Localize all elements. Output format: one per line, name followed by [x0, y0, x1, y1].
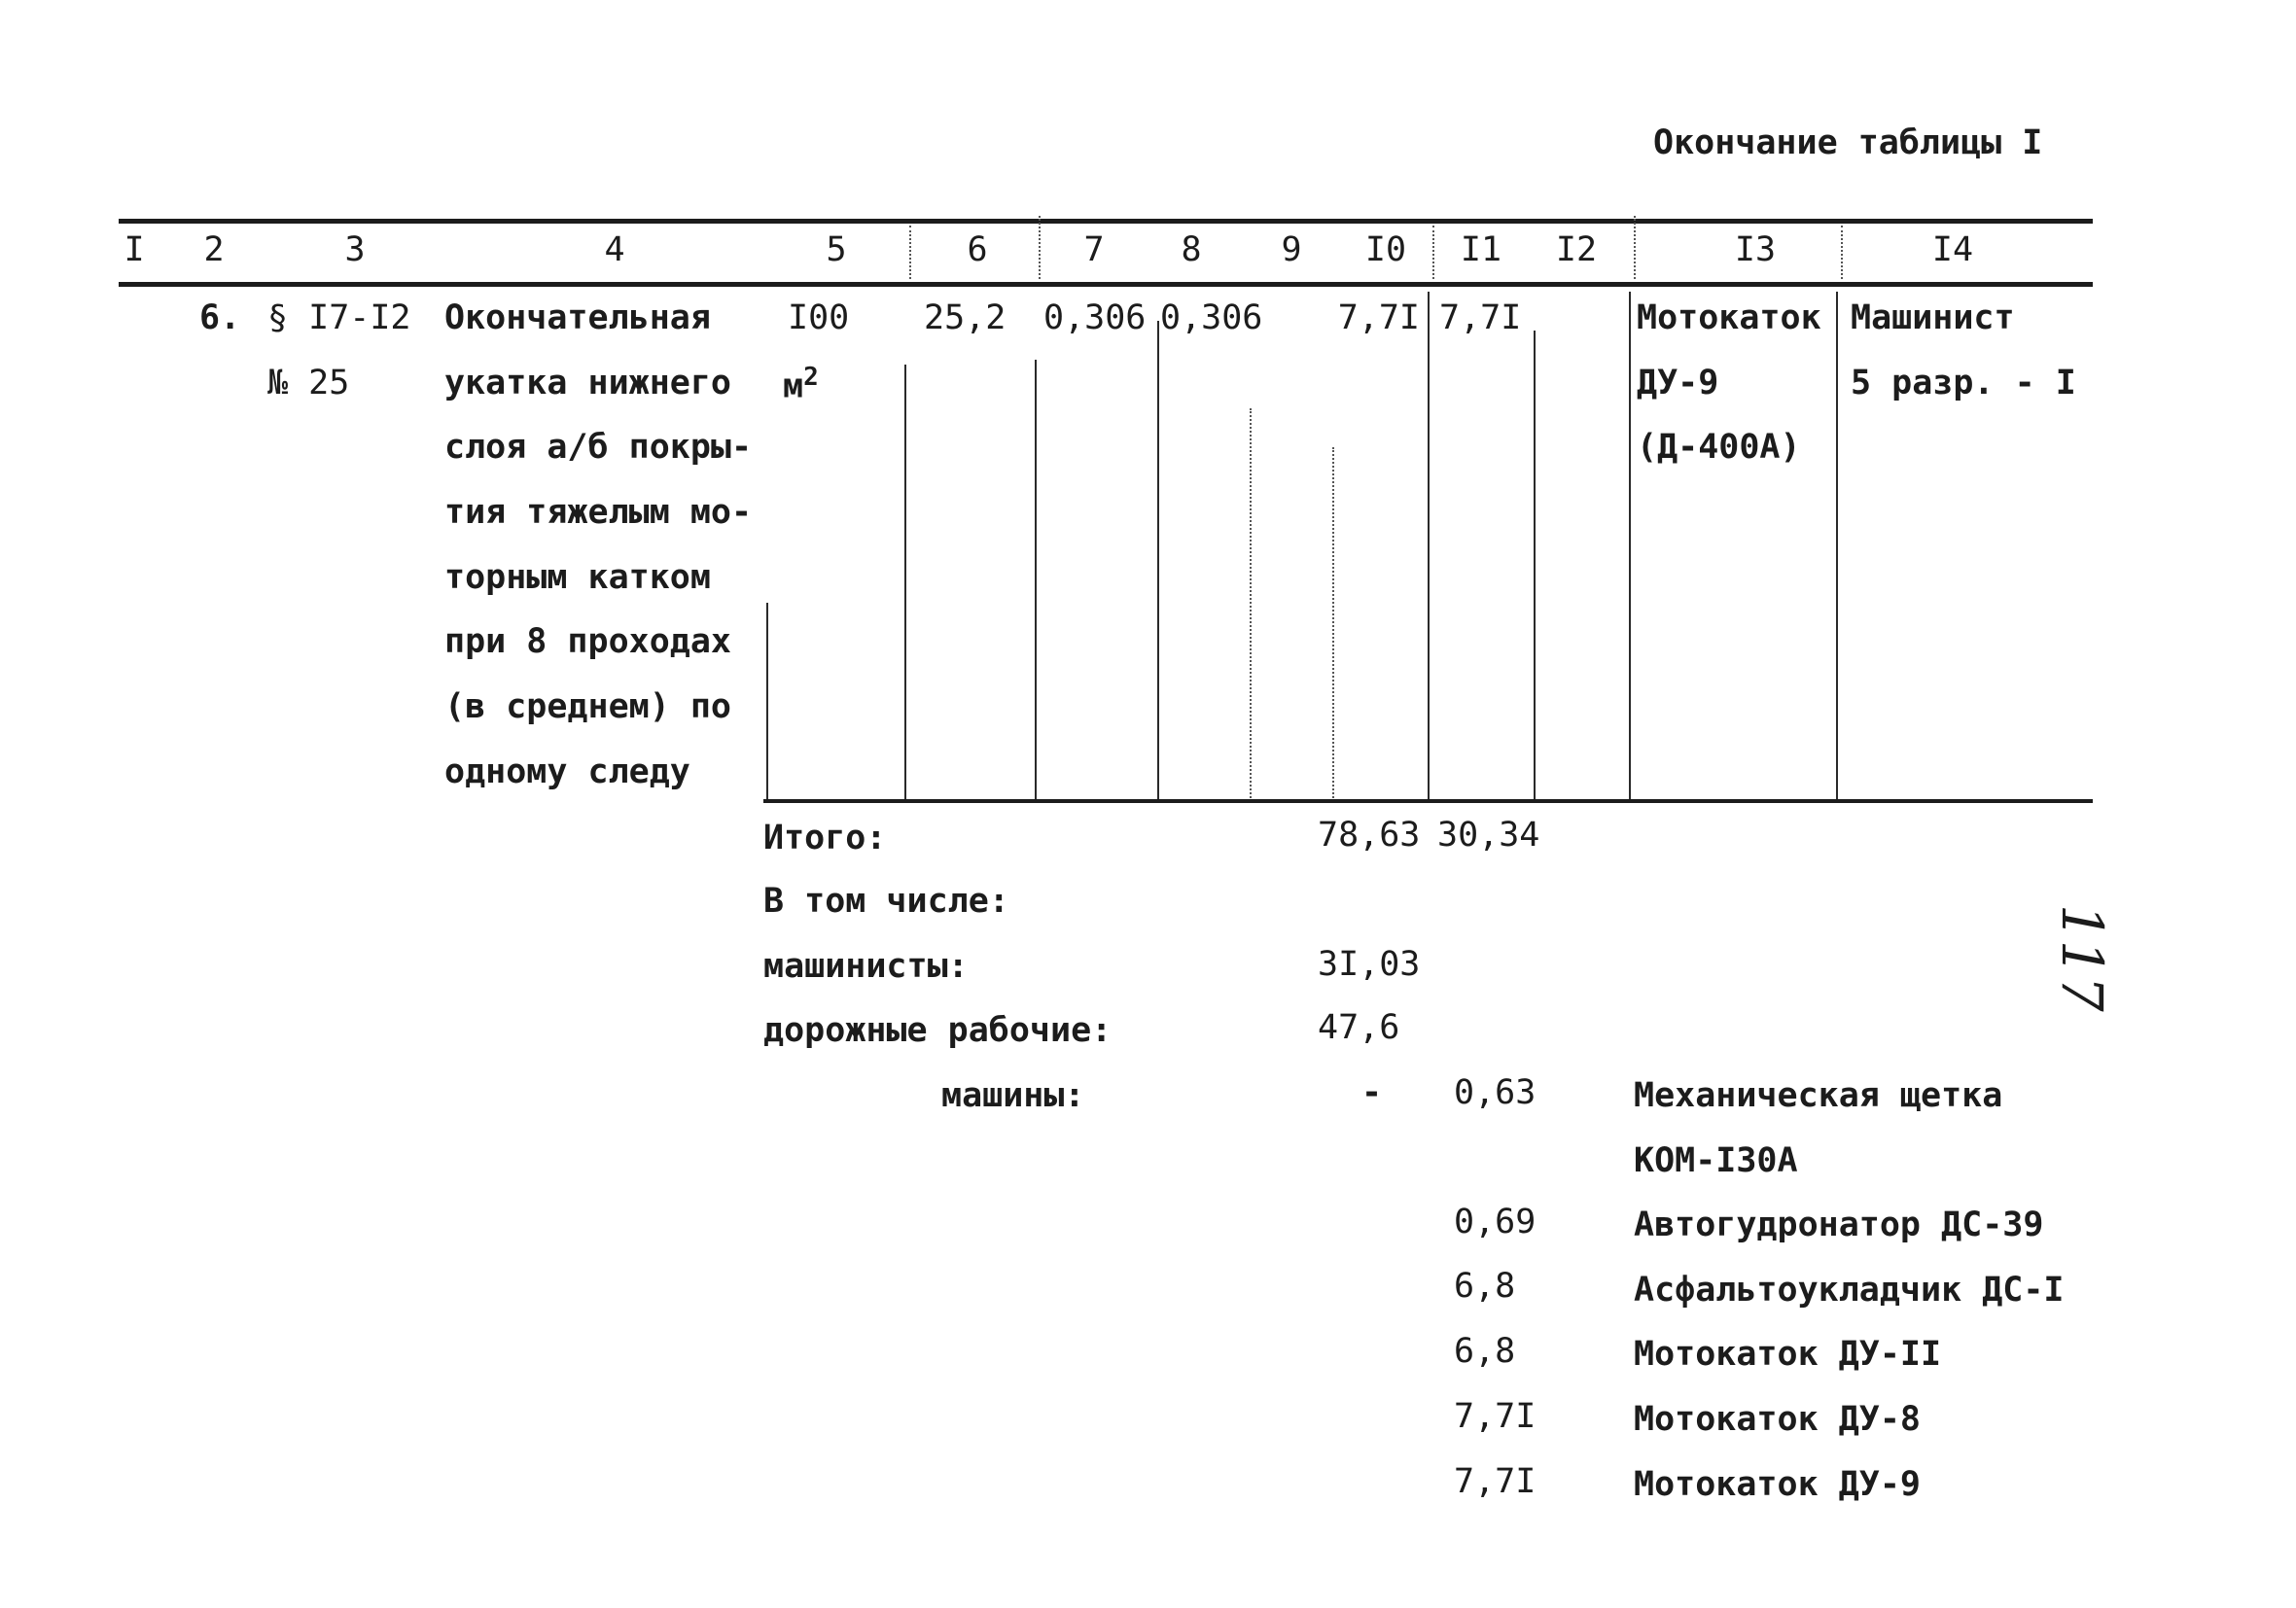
column-divider: [1035, 360, 1037, 802]
header-col-5: 5: [826, 230, 847, 269]
row-number: 6.: [199, 298, 241, 337]
machine-hours: 7,7I: [1454, 1462, 1537, 1501]
table-caption: Окончание таблицы I: [1653, 123, 2043, 162]
header-col-10: I0: [1364, 230, 1407, 269]
row-description-line: при 8 проходах: [444, 622, 732, 661]
machine-hours: 6,8: [1454, 1267, 1516, 1306]
worker-line: Машинист: [1851, 298, 2015, 337]
header-col-12: I2: [1555, 230, 1598, 269]
row-description-line: слоя а/б покры-: [444, 428, 753, 467]
column-divider: [766, 603, 768, 802]
header-col-3: 3: [344, 230, 366, 269]
column-divider: [904, 365, 906, 802]
row-description-line: одному следу: [444, 752, 690, 791]
unit-superscript: 2: [803, 363, 819, 392]
col11-value: 7,7I: [1439, 298, 1522, 337]
header-divider: [1039, 216, 1041, 279]
header-divider: [909, 226, 911, 279]
col10-value: 7,7I: [1337, 298, 1420, 337]
machine-hours: 0,63: [1454, 1073, 1537, 1112]
machine-line: ДУ-9: [1637, 364, 1719, 402]
machine-name: КОМ-I30А: [1634, 1141, 1798, 1180]
including-label: В том числе:: [763, 882, 1009, 921]
worker-line: 5 разр. - I: [1851, 364, 2076, 402]
machine-line: (Д-400А): [1637, 428, 1801, 467]
unit-base: м: [783, 367, 804, 406]
machine-name: Механическая щетка: [1634, 1076, 2003, 1115]
header-col-9: 9: [1281, 230, 1302, 269]
drivers-value: 3I,03: [1318, 945, 1421, 984]
total-col10: 78,63: [1318, 816, 1421, 855]
header-divider: [1634, 216, 1636, 279]
row-description-line: торным катком: [444, 558, 711, 597]
header-col-4: 4: [604, 230, 625, 269]
machine-line: Мотокаток: [1637, 298, 1821, 337]
machine-name: Автогудронатор ДС-39: [1634, 1206, 2044, 1244]
row-description-line: (в среднем) по: [444, 687, 732, 726]
row-description-line: Окончательная: [444, 298, 711, 337]
machine-name: Мотокаток ДУ-9: [1634, 1465, 1922, 1504]
header-col-13: I3: [1734, 230, 1777, 269]
unit-value: I00: [788, 298, 850, 337]
machine-name: Мотокаток ДУ-II: [1634, 1335, 1942, 1374]
total-col11: 30,34: [1437, 816, 1540, 855]
machine-hours: 0,69: [1454, 1203, 1537, 1241]
column-divider: [1157, 321, 1159, 802]
page-number: 117: [2049, 904, 2115, 1012]
unit-label: [783, 365, 819, 404]
row-description-line: тия тяжелым мо-: [444, 493, 753, 532]
column-divider: [1629, 292, 1631, 802]
col6-value: 25,2: [924, 298, 1007, 337]
machine-name: Асфальтоукладчик ДС-I: [1634, 1271, 2065, 1310]
col7-value: 0,306: [1043, 298, 1147, 337]
machine-hours: 6,8: [1454, 1332, 1516, 1371]
column-divider: [1836, 292, 1838, 802]
header-divider: [1841, 226, 1843, 279]
header-col-8: 8: [1181, 230, 1202, 269]
column-divider: [1332, 447, 1334, 802]
header-col-6: 6: [967, 230, 988, 269]
body-bottom-rule: [763, 799, 2093, 803]
header-col-2: 2: [203, 230, 225, 269]
header-col-7: 7: [1083, 230, 1105, 269]
row-reference: § I7-I2: [267, 298, 411, 337]
column-divider: [1428, 292, 1430, 802]
header-col-14: I4: [1931, 230, 1974, 269]
column-divider: [1250, 408, 1252, 802]
row-description-line: укатка нижнего: [444, 364, 732, 402]
header-col-11: I1: [1460, 230, 1502, 269]
machine-hours: 7,7I: [1454, 1397, 1537, 1436]
drivers-label: машинисты:: [763, 947, 969, 986]
row-reference-number: № 25: [267, 364, 350, 402]
road-workers-value: 47,6: [1318, 1008, 1400, 1047]
total-label: Итого:: [763, 819, 887, 857]
header-col-1: I: [124, 230, 145, 269]
machine-name: Мотокаток ДУ-8: [1634, 1400, 1922, 1439]
col8-value: 0,306: [1160, 298, 1263, 337]
road-workers-label: дорожные рабочие:: [763, 1011, 1113, 1050]
header-bottom-rule: [119, 282, 2093, 287]
top-rule: [119, 219, 2093, 224]
machines-label: машины:: [941, 1076, 1085, 1115]
column-divider: [1534, 331, 1536, 802]
header-divider: [1432, 226, 1434, 279]
machines-col10: -: [1361, 1073, 1383, 1112]
